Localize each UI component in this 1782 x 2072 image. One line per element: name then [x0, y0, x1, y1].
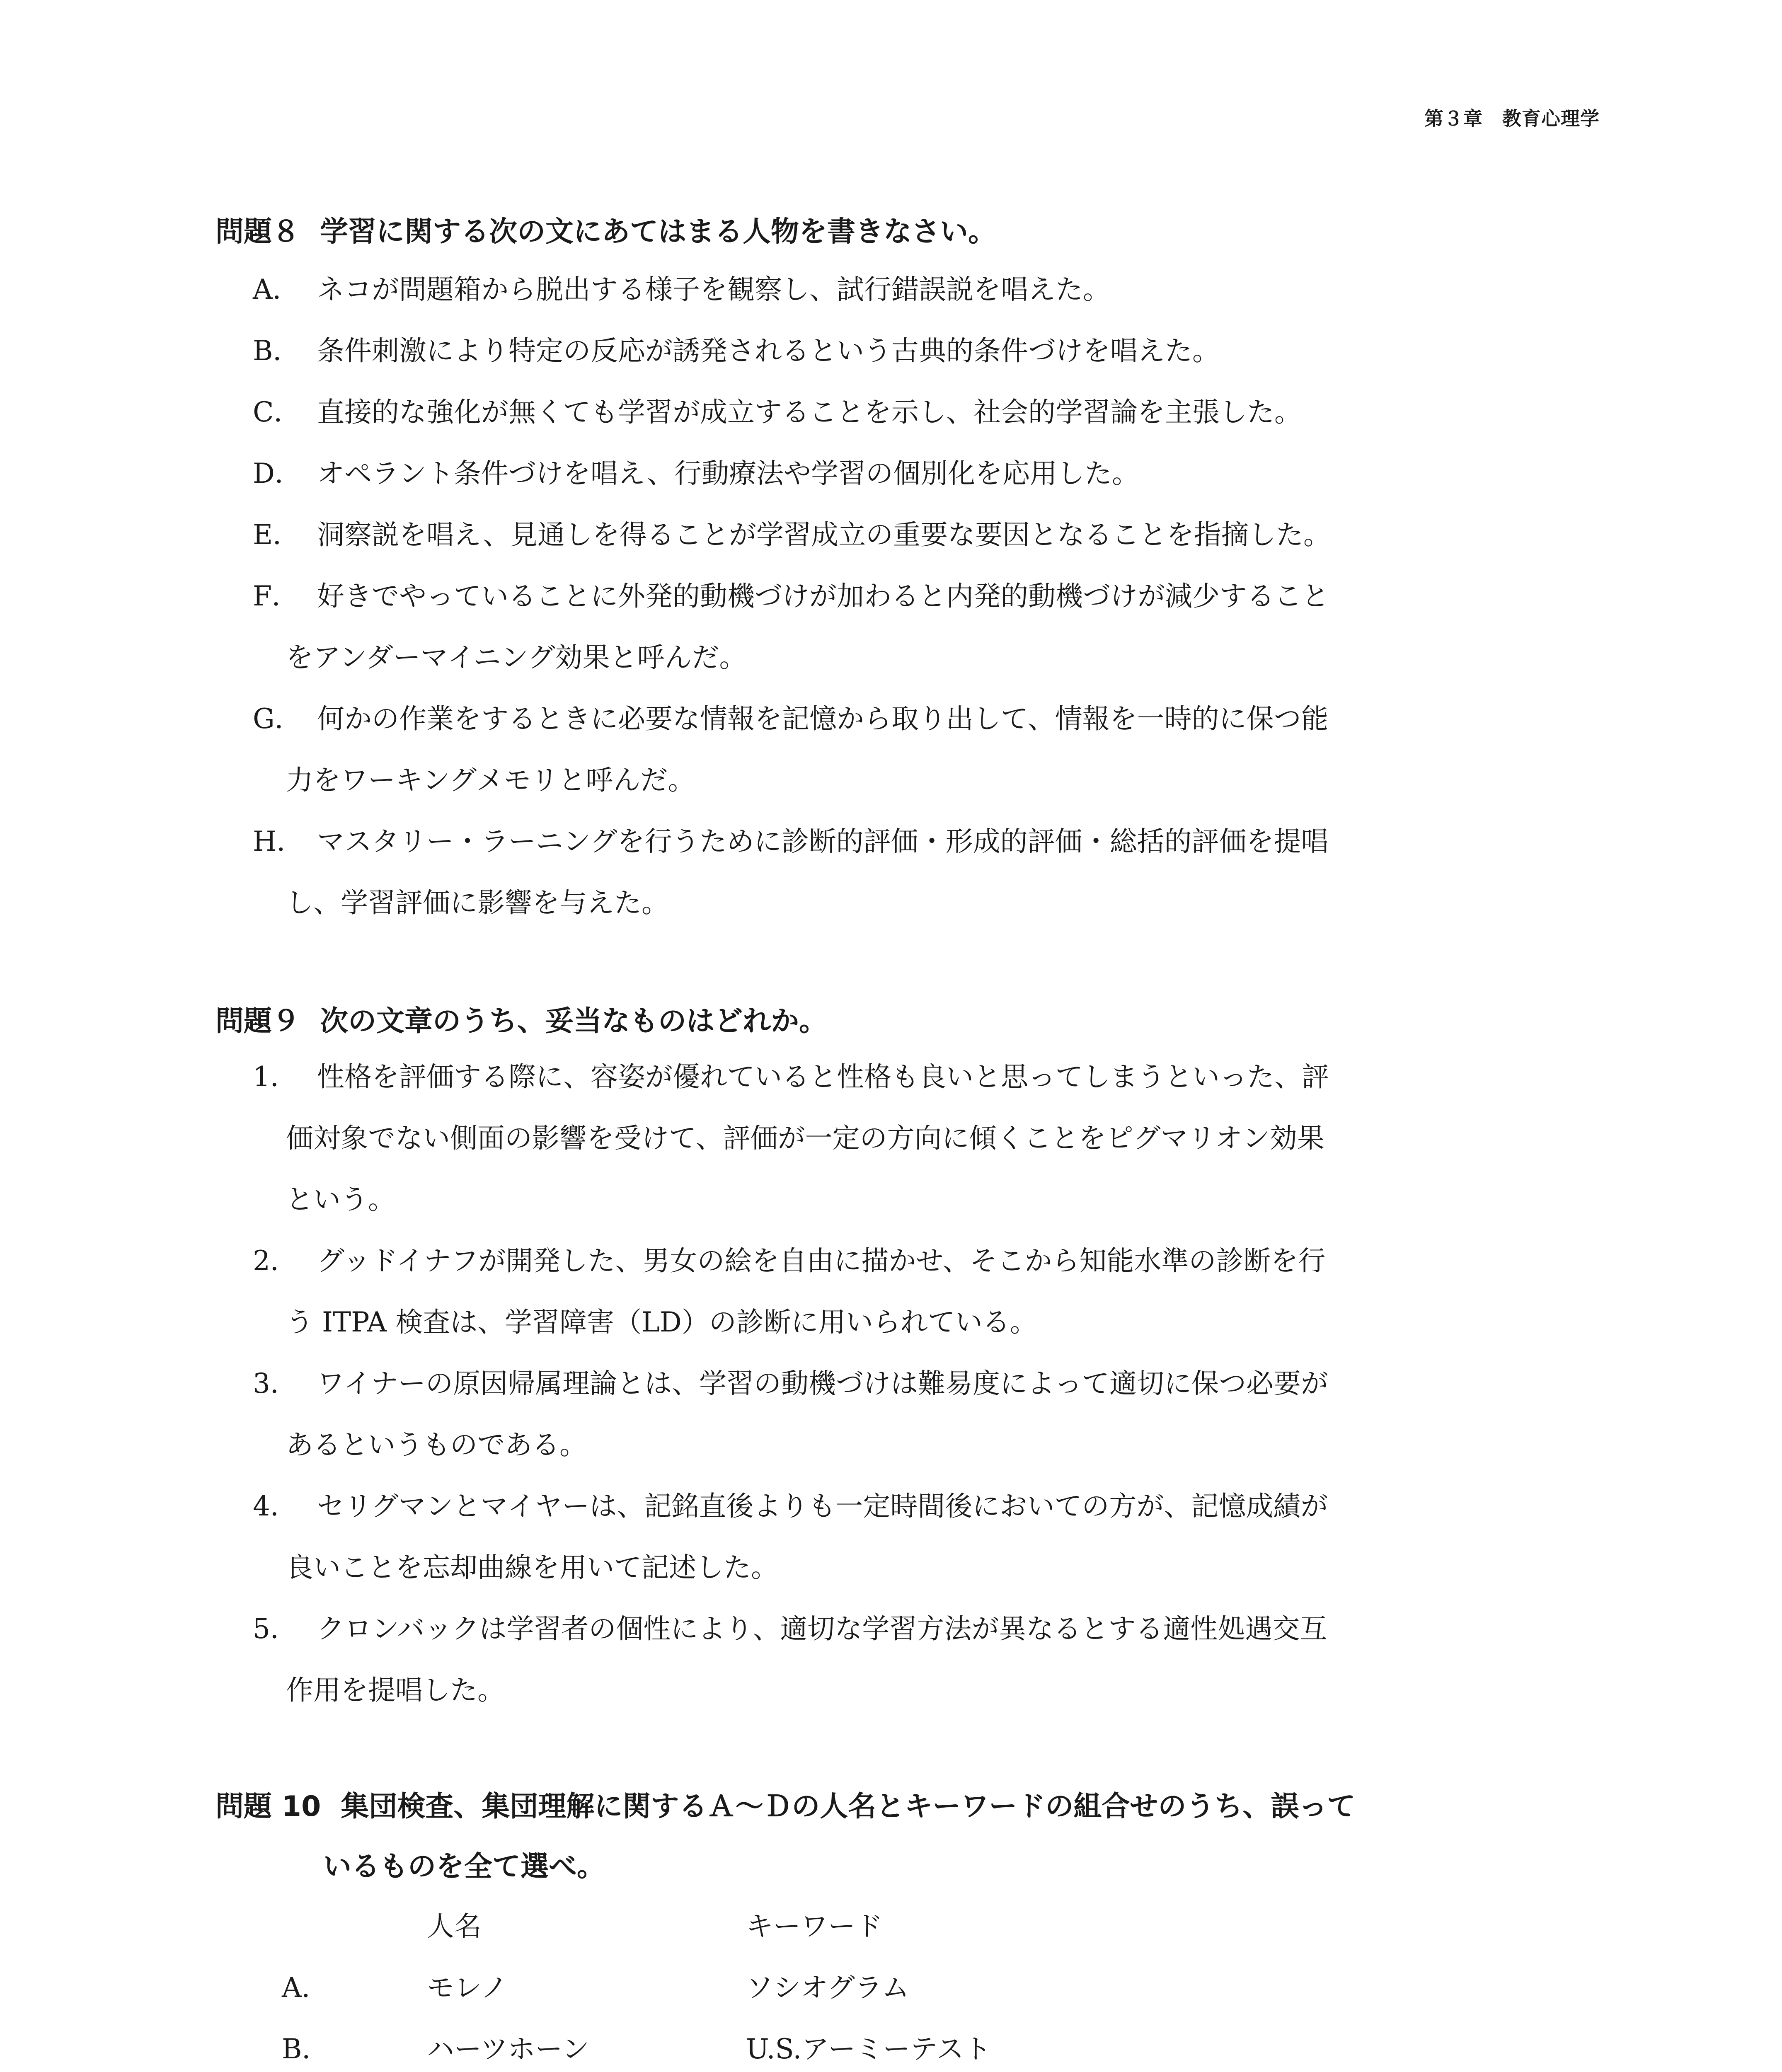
q8-item-c [253, 382, 1612, 443]
item-text-continued: 力をワーキングメモリと呼んだ。 [286, 764, 695, 796]
item-text: マスタリー・ラーニングを行うために診断的評価・形成的評価・総括的評価を提唱 [317, 825, 1329, 857]
table-row-name: ハーツホーン [427, 2033, 590, 2065]
q8-item-e [253, 504, 1612, 566]
question-8-number: 問題８ [215, 215, 300, 248]
item-text: ネコが問題箱から脱出する様子を観察し、試行錯誤説を唱えた。 [317, 274, 1110, 305]
question-10-text-continued: いるものを全て選べ。 [323, 1850, 605, 1883]
q8-item-a [253, 259, 1612, 320]
item-marker: H． [253, 825, 304, 857]
item-text-continued: 価対象でない側面の影響を受けて、評価が一定の方向に傾くことをピグマリオン効果 [286, 1122, 1325, 1154]
table-row-marker: B． [282, 2033, 329, 2065]
q8-item-f [253, 566, 1612, 688]
question-10-number: 問題 10 [215, 1790, 321, 1823]
item-text-continued: 作用を提唱した。 [286, 1674, 505, 1706]
question-8-heading [215, 209, 996, 249]
item-marker: B． [253, 335, 300, 367]
q8-item-b [253, 320, 1612, 382]
q9-item-5 [253, 1598, 1612, 1721]
chapter-header: 第３章 教育心理学 [1424, 107, 1600, 130]
item-marker: 1． [253, 1061, 298, 1093]
item-marker: E． [253, 519, 300, 551]
item-text-continued: という。 [286, 1184, 395, 1215]
item-text: クロンバックは学習者の個性により、適切な学習方法が異なるとする適性処遇交互 [317, 1613, 1327, 1645]
item-text: 洞察説を唱え、見通しを得ることが学習成立の重要な要因となることを指摘した。 [317, 519, 1331, 551]
question-9-heading [215, 999, 827, 1039]
table-row-name: モレノ [427, 1972, 508, 2004]
column-header-name: 人名 [427, 1910, 482, 1942]
item-marker: D． [253, 457, 302, 489]
table-row-marker: A． [282, 1972, 329, 2004]
q9-item-2 [253, 1230, 1612, 1353]
item-marker: 2． [253, 1245, 298, 1277]
item-text: グッドイナフが開発した、男女の絵を自由に描かせ、そこから知能水準の診断を行 [317, 1245, 1326, 1277]
item-marker: 5． [253, 1613, 298, 1645]
item-text: 何かの作業をするときに必要な情報を記憶から取り出して、情報を一時的に保つ能 [317, 703, 1329, 735]
q8-item-g [253, 688, 1612, 811]
item-text: ワイナーの原因帰属理論とは、学習の動機づけは難易度によって適切に保つ必要が [317, 1368, 1329, 1399]
q8-item-d [253, 443, 1612, 504]
table-row-keyword: U.S.アーミーテスト [746, 2033, 991, 2065]
q9-item-3 [253, 1353, 1612, 1476]
item-text-continued: あるというものである。 [286, 1429, 587, 1461]
item-text: 好きでやっていることに外発的動機づけが加わると内発的動機づけが減少すること [317, 580, 1329, 612]
item-text-continued: し、学習評価に影響を与えた。 [286, 887, 669, 919]
question-9-number: 問題９ [215, 1005, 300, 1038]
item-text: 条件刺激により特定の反応が誘発されるという古典的条件づけを唱えた。 [317, 335, 1220, 367]
item-text-continued: 良いことを忘却曲線を用いて記述した。 [286, 1552, 778, 1583]
item-text: 性格を評価する際に、容姿が優れていると性格も良いと思ってしまうといった、評 [317, 1061, 1329, 1093]
question-9-text: 次の文章のうち、妥当なものはどれか。 [320, 1005, 828, 1038]
item-text-continued: をアンダーマイニング効果と呼んだ。 [286, 641, 747, 673]
question-8-text: 学習に関する次の文にあてはまる人物を書きなさい。 [320, 215, 997, 248]
item-marker: 3． [253, 1368, 298, 1399]
item-marker: F． [253, 580, 299, 612]
item-text: オペラント条件づけを唱え、行動療法や学習の個別化を応用した。 [317, 457, 1139, 489]
item-marker: C． [253, 396, 301, 428]
item-text: 直接的な強化が無くても学習が成立することを示し、社会的学習論を主張した。 [317, 396, 1302, 428]
item-marker: 4． [253, 1490, 298, 1522]
q8-item-h [253, 811, 1612, 934]
item-marker: A． [253, 274, 300, 305]
question-10-heading [215, 1784, 1355, 1824]
q9-item-4 [253, 1476, 1612, 1598]
item-marker: G． [253, 703, 302, 735]
table-row-keyword: ソシオグラム [746, 1972, 910, 2004]
item-text-continued: う ITPA 検査は、学習障害（LD）の診断に用いられている。 [286, 1306, 1037, 1338]
column-header-keyword: キーワード [746, 1910, 883, 1942]
q9-item-1 [253, 1046, 1612, 1230]
question-10-text: 集団検査、集団理解に関するＡ～Ｄの人名とキーワードの組合せのうち、誤って [341, 1790, 1356, 1823]
item-text: セリグマンとマイヤーは、記銘直後よりも一定時間後においての方が、記憶成績が [317, 1490, 1328, 1522]
